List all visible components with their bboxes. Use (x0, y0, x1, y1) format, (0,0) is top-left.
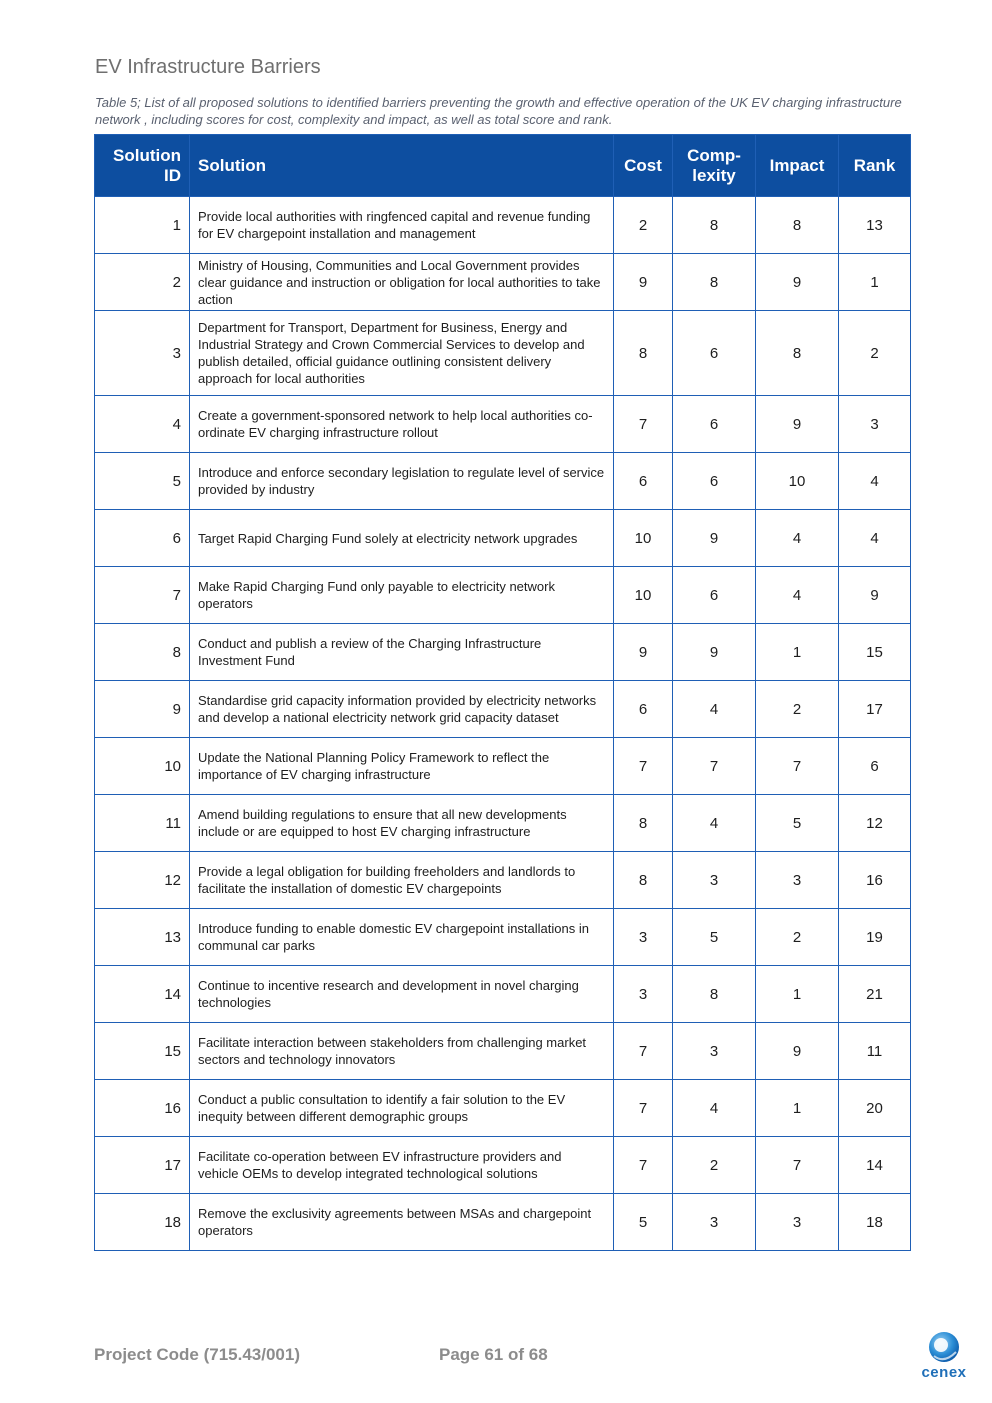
cell-complexity: 4 (673, 681, 756, 738)
cell-complexity: 3 (673, 852, 756, 909)
header-rank: Rank (839, 135, 911, 197)
table-row (95, 909, 911, 966)
cell-solution: Conduct a public consultation to identify a fair solution to the EV inequity between different demographic groups (190, 1080, 614, 1137)
cell-rank: 1 (839, 254, 911, 311)
cell-solution-id: 12 (95, 852, 190, 909)
header-impact: Impact (756, 135, 839, 197)
cell-solution-id: 18 (95, 1194, 190, 1251)
cell-complexity: 9 (673, 624, 756, 681)
cell-rank: 12 (839, 795, 911, 852)
cell-solution: Conduct and publish a review of the Charging Infrastructure Investment Fund (190, 624, 614, 681)
cell-impact: 1 (756, 624, 839, 681)
cell-solution-id: 11 (95, 795, 190, 852)
page-heading: EV Infrastructure Barriers (95, 56, 321, 78)
cell-complexity: 3 (673, 1023, 756, 1080)
header-solution: Solution (190, 135, 614, 197)
cell-rank: 15 (839, 624, 911, 681)
cell-complexity: 6 (673, 396, 756, 453)
table-row (95, 1194, 911, 1251)
cell-rank: 3 (839, 396, 911, 453)
cell-complexity: 4 (673, 1080, 756, 1137)
cell-solution-id: 3 (95, 311, 190, 396)
cell-rank: 18 (839, 1194, 911, 1251)
cell-complexity: 8 (673, 197, 756, 254)
cell-complexity: 7 (673, 738, 756, 795)
cell-solution: Department for Transport, Department for Business, Energy and Industrial Strategy and Crown Commercial Services to develop and publish detailed, official guidance outlining consistent delivery approach for local authorities (190, 311, 614, 396)
cell-solution: Remove the exclusivity agreements between MSAs and chargepoint operators (190, 1194, 614, 1251)
cell-complexity: 3 (673, 1194, 756, 1251)
cell-cost: 7 (614, 396, 673, 453)
table-row (95, 396, 911, 453)
table-row (95, 795, 911, 852)
table-row (95, 567, 911, 624)
cell-rank: 4 (839, 453, 911, 510)
table-row (95, 738, 911, 795)
cell-cost: 7 (614, 1023, 673, 1080)
table-caption: Table 5; List of all proposed solutions to identified barriers preventing the growth and effective operation of the UK EV charging infrastructure network , including scores for cost, complexity and impact, as well as total score and rank. (95, 95, 902, 127)
table-row (95, 852, 911, 909)
cell-solution: Create a government-sponsored network to help local authorities co-ordinate EV charging infrastructure rollout (190, 396, 614, 453)
cell-cost: 5 (614, 1194, 673, 1251)
cell-complexity: 8 (673, 254, 756, 311)
cell-solution: Facilitate co-operation between EV infrastructure providers and vehicle OEMs to develop integrated technological solutions (190, 1137, 614, 1194)
cell-rank: 14 (839, 1137, 911, 1194)
cell-impact: 1 (756, 966, 839, 1023)
header-solution-id: Solution ID (95, 135, 190, 197)
cell-solution-id: 5 (95, 453, 190, 510)
cell-impact: 5 (756, 795, 839, 852)
cell-impact: 7 (756, 738, 839, 795)
table-row (95, 453, 911, 510)
cell-solution: Update the National Planning Policy Framework to reflect the importance of EV charging infrastructure (190, 738, 614, 795)
cell-rank: 19 (839, 909, 911, 966)
cell-cost: 6 (614, 681, 673, 738)
cell-solution-id: 16 (95, 1080, 190, 1137)
cell-solution: Target Rapid Charging Fund solely at electricity network upgrades (190, 510, 614, 567)
cell-solution: Provide a legal obligation for building freeholders and landlords to facilitate the installation of domestic EV chargepoints (190, 852, 614, 909)
cell-cost: 8 (614, 311, 673, 396)
table-row (95, 1137, 911, 1194)
cell-solution-id: 8 (95, 624, 190, 681)
table-row (95, 254, 911, 311)
cell-impact: 10 (756, 453, 839, 510)
cenex-logo-icon (914, 1330, 974, 1366)
table-row (95, 311, 911, 396)
cell-solution-id: 15 (95, 1023, 190, 1080)
cell-solution: Amend building regulations to ensure that all new developments include or are equipped to host EV charging infrastructure (190, 795, 614, 852)
cell-solution-id: 1 (95, 197, 190, 254)
cell-solution: Provide local authorities with ringfenced capital and revenue funding for EV chargepoint installation and management (190, 197, 614, 254)
cell-complexity: 9 (673, 510, 756, 567)
cell-rank: 6 (839, 738, 911, 795)
cell-solution-id: 17 (95, 1137, 190, 1194)
cell-rank: 21 (839, 966, 911, 1023)
table-header-row (95, 135, 911, 197)
table-row (95, 681, 911, 738)
cell-rank: 2 (839, 311, 911, 396)
cell-rank: 17 (839, 681, 911, 738)
cell-solution-id: 14 (95, 966, 190, 1023)
table-row (95, 966, 911, 1023)
cell-cost: 7 (614, 738, 673, 795)
cell-impact: 9 (756, 1023, 839, 1080)
cell-solution: Make Rapid Charging Fund only payable to electricity network operators (190, 567, 614, 624)
cell-impact: 9 (756, 396, 839, 453)
footer-project-code: Project Code (715.43/001) (94, 1345, 300, 1364)
cell-solution-id: 13 (95, 909, 190, 966)
cell-cost: 2 (614, 197, 673, 254)
cell-impact: 8 (756, 311, 839, 396)
cell-cost: 7 (614, 1137, 673, 1194)
cell-complexity: 8 (673, 966, 756, 1023)
cell-solution-id: 4 (95, 396, 190, 453)
cell-complexity: 6 (673, 567, 756, 624)
cell-cost: 3 (614, 909, 673, 966)
cell-complexity: 2 (673, 1137, 756, 1194)
cell-rank: 16 (839, 852, 911, 909)
cell-complexity: 6 (673, 453, 756, 510)
footer-page-number: Page 61 of 68 (439, 1345, 548, 1364)
cell-impact: 3 (756, 1194, 839, 1251)
cell-impact: 4 (756, 567, 839, 624)
cell-solution: Introduce and enforce secondary legislation to regulate level of service provided by industry (190, 453, 614, 510)
cell-rank: 13 (839, 197, 911, 254)
table-row (95, 510, 911, 567)
cell-cost: 9 (614, 624, 673, 681)
table-row (95, 197, 911, 254)
cell-rank: 4 (839, 510, 911, 567)
cell-solution-id: 6 (95, 510, 190, 567)
cenex-logo-text: cenex (921, 1364, 967, 1381)
cell-solution: Introduce funding to enable domestic EV chargepoint installations in communal car parks (190, 909, 614, 966)
cell-impact: 4 (756, 510, 839, 567)
cell-cost: 10 (614, 510, 673, 567)
cell-cost: 6 (614, 453, 673, 510)
cell-rank: 11 (839, 1023, 911, 1080)
cell-solution: Facilitate interaction between stakeholders from challenging market sectors and technology innovators (190, 1023, 614, 1080)
solutions-table (94, 134, 911, 1251)
cell-impact: 1 (756, 1080, 839, 1137)
cell-cost: 10 (614, 567, 673, 624)
cell-cost: 8 (614, 795, 673, 852)
header-cost: Cost (614, 135, 673, 197)
table-row (95, 624, 911, 681)
table-row (95, 1080, 911, 1137)
cell-complexity: 6 (673, 311, 756, 396)
table-row (95, 1023, 911, 1080)
cell-impact: 3 (756, 852, 839, 909)
cell-solution: Standardise grid capacity information provided by electricity networks and develop a national electricity network grid capacity dataset (190, 681, 614, 738)
cell-solution-id: 7 (95, 567, 190, 624)
cell-rank: 9 (839, 567, 911, 624)
cenex-logo (914, 1330, 974, 1382)
cell-solution: Continue to incentive research and development in novel charging technologies (190, 966, 614, 1023)
cell-impact: 2 (756, 681, 839, 738)
cell-cost: 8 (614, 852, 673, 909)
cell-impact: 7 (756, 1137, 839, 1194)
cell-rank: 20 (839, 1080, 911, 1137)
cell-cost: 7 (614, 1080, 673, 1137)
cell-solution-id: 2 (95, 254, 190, 311)
cell-complexity: 4 (673, 795, 756, 852)
cell-solution-id: 9 (95, 681, 190, 738)
cell-solution: Ministry of Housing, Communities and Local Government provides clear guidance and instruction or obligation for local authorities to take action (190, 254, 614, 311)
cell-solution-id: 10 (95, 738, 190, 795)
cell-complexity: 5 (673, 909, 756, 966)
header-complexity: Comp- lexity (673, 135, 756, 197)
cell-impact: 2 (756, 909, 839, 966)
cell-impact: 8 (756, 197, 839, 254)
cell-cost: 9 (614, 254, 673, 311)
cell-cost: 3 (614, 966, 673, 1023)
cell-impact: 9 (756, 254, 839, 311)
